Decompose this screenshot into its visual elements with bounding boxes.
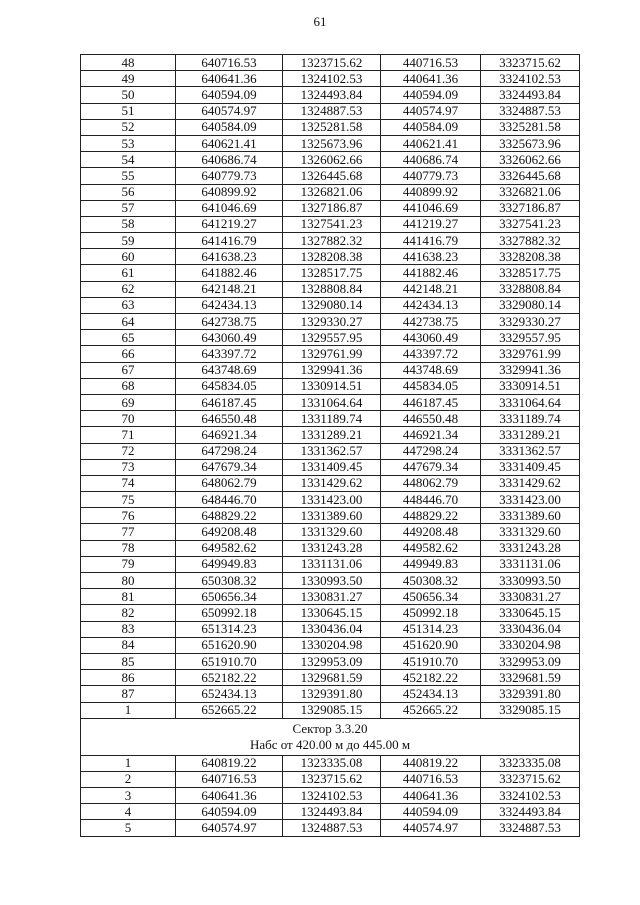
x-msk-coordinate-cell: 440584.09 [381, 119, 481, 135]
x-msk-coordinate-cell: 451620.90 [381, 637, 481, 653]
point-number-cell: 2 [81, 771, 176, 787]
point-number-cell: 77 [81, 524, 176, 540]
point-number-cell: 75 [81, 492, 176, 508]
table-row [81, 216, 580, 232]
x-msk-coordinate-cell: 440819.22 [381, 755, 481, 771]
y-coordinate-cell: 1330993.50 [283, 573, 381, 589]
x-msk-coordinate-cell: 440594.09 [381, 87, 481, 103]
point-number-cell: 79 [81, 556, 176, 572]
x-msk-coordinate-cell: 441219.27 [381, 216, 481, 232]
x-msk-coordinate-cell: 450992.18 [381, 605, 481, 621]
y-msk-coordinate-cell: 3329330.27 [481, 314, 580, 330]
y-msk-coordinate-cell: 3330436.04 [481, 621, 580, 637]
x-msk-coordinate-cell: 448446.70 [381, 492, 481, 508]
point-number-cell: 68 [81, 378, 176, 394]
table-row [81, 281, 580, 297]
x-msk-coordinate-cell: 443748.69 [381, 362, 481, 378]
x-coordinate-cell: 651620.90 [176, 637, 283, 653]
x-msk-coordinate-cell: 443060.49 [381, 330, 481, 346]
y-coordinate-cell: 1331289.21 [283, 427, 381, 443]
y-coordinate-cell: 1330914.51 [283, 378, 381, 394]
sector-header-body [81, 718, 580, 755]
table-row [81, 265, 580, 281]
x-msk-coordinate-cell: 443397.72 [381, 346, 481, 362]
x-coordinate-cell: 640574.97 [176, 103, 283, 119]
x-coordinate-cell: 649208.48 [176, 524, 283, 540]
y-msk-coordinate-cell: 3324887.53 [481, 820, 580, 836]
x-coordinate-cell: 648062.79 [176, 475, 283, 491]
y-coordinate-cell: 1329761.99 [283, 346, 381, 362]
x-coordinate-cell: 652182.22 [176, 670, 283, 686]
table-row [81, 411, 580, 427]
y-coordinate-cell: 1324493.84 [283, 87, 381, 103]
point-number-cell: 80 [81, 573, 176, 589]
table-row [81, 540, 580, 556]
table-row [81, 508, 580, 524]
x-coordinate-cell: 640594.09 [176, 804, 283, 820]
y-coordinate-cell: 1329557.95 [283, 330, 381, 346]
x-msk-coordinate-cell: 442738.75 [381, 314, 481, 330]
x-coordinate-cell: 641046.69 [176, 200, 283, 216]
x-coordinate-cell: 640584.09 [176, 119, 283, 135]
page-number: 61 [313, 14, 327, 29]
table-row [81, 119, 580, 135]
y-coordinate-cell: 1323715.62 [283, 771, 381, 787]
table-row [81, 524, 580, 540]
y-msk-coordinate-cell: 3325673.96 [481, 135, 580, 151]
table-row [81, 820, 580, 836]
y-msk-coordinate-cell: 3324493.84 [481, 87, 580, 103]
table-row [81, 637, 580, 653]
x-msk-coordinate-cell: 446921.34 [381, 427, 481, 443]
point-number-cell: 1 [81, 702, 176, 718]
point-number-cell: 65 [81, 330, 176, 346]
table-row [81, 168, 580, 184]
table-row [81, 443, 580, 459]
y-coordinate-cell: 1323335.08 [283, 755, 381, 771]
x-msk-coordinate-cell: 441416.79 [381, 233, 481, 249]
y-msk-coordinate-cell: 3327882.32 [481, 233, 580, 249]
y-coordinate-cell: 1323715.62 [283, 55, 381, 71]
x-msk-coordinate-cell: 448062.79 [381, 475, 481, 491]
x-coordinate-cell: 642148.21 [176, 281, 283, 297]
x-msk-coordinate-cell: 440621.41 [381, 135, 481, 151]
y-msk-coordinate-cell: 3330831.27 [481, 589, 580, 605]
x-msk-coordinate-cell: 449208.48 [381, 524, 481, 540]
point-number-cell: 49 [81, 71, 176, 87]
point-number-cell: 1 [81, 755, 176, 771]
y-coordinate-cell: 1328517.75 [283, 265, 381, 281]
point-number-cell: 87 [81, 686, 176, 702]
x-coordinate-cell: 651910.70 [176, 653, 283, 669]
point-number-cell: 82 [81, 605, 176, 621]
y-coordinate-cell: 1331329.60 [283, 524, 381, 540]
y-msk-coordinate-cell: 3329941.36 [481, 362, 580, 378]
x-coordinate-cell: 648446.70 [176, 492, 283, 508]
x-coordinate-cell: 650656.34 [176, 589, 283, 605]
point-number-cell: 76 [81, 508, 176, 524]
point-number-cell: 85 [81, 653, 176, 669]
table-row [81, 755, 580, 771]
x-coordinate-cell: 643060.49 [176, 330, 283, 346]
x-coordinate-cell: 649949.83 [176, 556, 283, 572]
table-row [81, 621, 580, 637]
x-msk-coordinate-cell: 447298.24 [381, 443, 481, 459]
x-msk-coordinate-cell: 445834.05 [381, 378, 481, 394]
table-row [81, 135, 580, 151]
x-coordinate-cell: 641219.27 [176, 216, 283, 232]
table-row [81, 788, 580, 804]
y-coordinate-cell: 1330831.27 [283, 589, 381, 605]
table-row [81, 87, 580, 103]
table-row [81, 573, 580, 589]
y-coordinate-cell: 1324102.53 [283, 71, 381, 87]
table-row [81, 152, 580, 168]
y-msk-coordinate-cell: 3326821.06 [481, 184, 580, 200]
point-number-cell: 52 [81, 119, 176, 135]
x-coordinate-cell: 640686.74 [176, 152, 283, 168]
y-msk-coordinate-cell: 3331329.60 [481, 524, 580, 540]
y-coordinate-cell: 1328208.38 [283, 249, 381, 265]
y-coordinate-cell: 1330645.15 [283, 605, 381, 621]
y-msk-coordinate-cell: 3330914.51 [481, 378, 580, 394]
y-msk-coordinate-cell: 3323715.62 [481, 771, 580, 787]
x-coordinate-cell: 642434.13 [176, 297, 283, 313]
table-row [81, 589, 580, 605]
y-msk-coordinate-cell: 3324493.84 [481, 804, 580, 820]
y-msk-coordinate-cell: 3327541.23 [481, 216, 580, 232]
point-number-cell: 53 [81, 135, 176, 151]
y-msk-coordinate-cell: 3326062.66 [481, 152, 580, 168]
table-row [81, 427, 580, 443]
table-row [81, 556, 580, 572]
x-msk-coordinate-cell: 440574.97 [381, 820, 481, 836]
point-number-cell: 81 [81, 589, 176, 605]
x-coordinate-cell: 643748.69 [176, 362, 283, 378]
y-coordinate-cell: 1331064.64 [283, 394, 381, 410]
x-msk-coordinate-cell: 441638.23 [381, 249, 481, 265]
y-coordinate-cell: 1331243.28 [283, 540, 381, 556]
point-number-cell: 83 [81, 621, 176, 637]
point-number-cell: 5 [81, 820, 176, 836]
x-coordinate-cell: 649582.62 [176, 540, 283, 556]
x-coordinate-cell: 640574.97 [176, 820, 283, 836]
table-row [81, 702, 580, 718]
point-number-cell: 63 [81, 297, 176, 313]
y-coordinate-cell: 1326445.68 [283, 168, 381, 184]
y-msk-coordinate-cell: 3329085.15 [481, 702, 580, 718]
x-coordinate-cell: 641416.79 [176, 233, 283, 249]
y-coordinate-cell: 1329391.80 [283, 686, 381, 702]
point-number-cell: 73 [81, 459, 176, 475]
y-msk-coordinate-cell: 3329080.14 [481, 297, 580, 313]
table-row [81, 314, 580, 330]
y-coordinate-cell: 1331389.60 [283, 508, 381, 524]
y-msk-coordinate-cell: 3323335.08 [481, 755, 580, 771]
table-row [81, 55, 580, 71]
table-row [81, 200, 580, 216]
sector-header-row [81, 718, 580, 755]
y-coordinate-cell: 1329941.36 [283, 362, 381, 378]
x-msk-coordinate-cell: 448829.22 [381, 508, 481, 524]
y-coordinate-cell: 1325281.58 [283, 119, 381, 135]
y-coordinate-cell: 1331423.00 [283, 492, 381, 508]
y-msk-coordinate-cell: 3331429.62 [481, 475, 580, 491]
y-coordinate-cell: 1326821.06 [283, 184, 381, 200]
y-coordinate-cell: 1331429.62 [283, 475, 381, 491]
x-msk-coordinate-cell: 442434.13 [381, 297, 481, 313]
y-msk-coordinate-cell: 3329557.95 [481, 330, 580, 346]
x-msk-coordinate-cell: 446187.45 [381, 394, 481, 410]
sector-header-cell [81, 718, 580, 755]
y-coordinate-cell: 1329080.14 [283, 297, 381, 313]
x-coordinate-cell: 646187.45 [176, 394, 283, 410]
y-coordinate-cell: 1324887.53 [283, 103, 381, 119]
point-number-cell: 70 [81, 411, 176, 427]
y-coordinate-cell: 1324493.84 [283, 804, 381, 820]
y-msk-coordinate-cell: 3331064.64 [481, 394, 580, 410]
table-row [81, 771, 580, 787]
x-coordinate-cell: 645834.05 [176, 378, 283, 394]
x-msk-coordinate-cell: 441882.46 [381, 265, 481, 281]
coordinates-table-body-part2 [81, 755, 580, 836]
x-coordinate-cell: 640779.73 [176, 168, 283, 184]
x-msk-coordinate-cell: 440641.36 [381, 71, 481, 87]
point-number-cell: 55 [81, 168, 176, 184]
y-msk-coordinate-cell: 3326445.68 [481, 168, 580, 184]
y-coordinate-cell: 1331409.45 [283, 459, 381, 475]
y-msk-coordinate-cell: 3328208.38 [481, 249, 580, 265]
coordinates-table [80, 54, 580, 837]
y-msk-coordinate-cell: 3327186.87 [481, 200, 580, 216]
x-coordinate-cell: 641882.46 [176, 265, 283, 281]
y-msk-coordinate-cell: 3331409.45 [481, 459, 580, 475]
point-number-cell: 84 [81, 637, 176, 653]
point-number-cell: 48 [81, 55, 176, 71]
x-msk-coordinate-cell: 440594.09 [381, 804, 481, 820]
x-coordinate-cell: 650992.18 [176, 605, 283, 621]
table-row [81, 184, 580, 200]
table-row [81, 492, 580, 508]
x-msk-coordinate-cell: 451910.70 [381, 653, 481, 669]
x-coordinate-cell: 652434.13 [176, 686, 283, 702]
y-coordinate-cell: 1329085.15 [283, 702, 381, 718]
x-coordinate-cell: 640716.53 [176, 771, 283, 787]
y-msk-coordinate-cell: 3329953.09 [481, 653, 580, 669]
y-msk-coordinate-cell: 3328517.75 [481, 265, 580, 281]
y-coordinate-cell: 1330204.98 [283, 637, 381, 653]
point-number-cell: 69 [81, 394, 176, 410]
point-number-cell: 71 [81, 427, 176, 443]
point-number-cell: 61 [81, 265, 176, 281]
point-number-cell: 50 [81, 87, 176, 103]
x-coordinate-cell: 640594.09 [176, 87, 283, 103]
y-msk-coordinate-cell: 3330645.15 [481, 605, 580, 621]
x-coordinate-cell: 646550.48 [176, 411, 283, 427]
point-number-cell: 57 [81, 200, 176, 216]
x-coordinate-cell: 641638.23 [176, 249, 283, 265]
table-row [81, 297, 580, 313]
y-msk-coordinate-cell: 3331389.60 [481, 508, 580, 524]
table-row [81, 346, 580, 362]
x-msk-coordinate-cell: 449949.83 [381, 556, 481, 572]
point-number-cell: 74 [81, 475, 176, 491]
point-number-cell: 51 [81, 103, 176, 119]
y-msk-coordinate-cell: 3331243.28 [481, 540, 580, 556]
x-coordinate-cell: 640641.36 [176, 788, 283, 804]
y-coordinate-cell: 1330436.04 [283, 621, 381, 637]
y-msk-coordinate-cell: 3331189.74 [481, 411, 580, 427]
table-row [81, 670, 580, 686]
y-msk-coordinate-cell: 3324102.53 [481, 71, 580, 87]
x-msk-coordinate-cell: 440574.97 [381, 103, 481, 119]
x-msk-coordinate-cell: 452434.13 [381, 686, 481, 702]
point-number-cell: 64 [81, 314, 176, 330]
y-coordinate-cell: 1328808.84 [283, 281, 381, 297]
y-coordinate-cell: 1324887.53 [283, 820, 381, 836]
table-row [81, 378, 580, 394]
y-msk-coordinate-cell: 3325281.58 [481, 119, 580, 135]
x-coordinate-cell: 642738.75 [176, 314, 283, 330]
point-number-cell: 78 [81, 540, 176, 556]
x-msk-coordinate-cell: 447679.34 [381, 459, 481, 475]
x-coordinate-cell: 640621.41 [176, 135, 283, 151]
point-number-cell: 59 [81, 233, 176, 249]
x-msk-coordinate-cell: 449582.62 [381, 540, 481, 556]
table-row [81, 605, 580, 621]
table-row [81, 71, 580, 87]
point-number-cell: 67 [81, 362, 176, 378]
y-msk-coordinate-cell: 3330993.50 [481, 573, 580, 589]
y-msk-coordinate-cell: 3329681.59 [481, 670, 580, 686]
table-row [81, 103, 580, 119]
sector-title: Сектор 3.3.20 [292, 720, 368, 736]
y-coordinate-cell: 1329330.27 [283, 314, 381, 330]
coordinates-table-body-part1 [81, 55, 580, 719]
table-row [81, 249, 580, 265]
x-coordinate-cell: 650308.32 [176, 573, 283, 589]
table-row [81, 233, 580, 249]
table-row [81, 362, 580, 378]
y-msk-coordinate-cell: 3324887.53 [481, 103, 580, 119]
y-msk-coordinate-cell: 3324102.53 [481, 788, 580, 804]
x-coordinate-cell: 646921.34 [176, 427, 283, 443]
y-msk-coordinate-cell: 3330204.98 [481, 637, 580, 653]
y-msk-coordinate-cell: 3329761.99 [481, 346, 580, 362]
x-msk-coordinate-cell: 451314.23 [381, 621, 481, 637]
x-msk-coordinate-cell: 452182.22 [381, 670, 481, 686]
x-msk-coordinate-cell: 450656.34 [381, 589, 481, 605]
x-msk-coordinate-cell: 440779.73 [381, 168, 481, 184]
point-number-cell: 56 [81, 184, 176, 200]
y-coordinate-cell: 1329953.09 [283, 653, 381, 669]
table-row [81, 459, 580, 475]
y-coordinate-cell: 1324102.53 [283, 788, 381, 804]
x-coordinate-cell: 640819.22 [176, 755, 283, 771]
y-coordinate-cell: 1327882.32 [283, 233, 381, 249]
point-number-cell: 4 [81, 804, 176, 820]
point-number-cell: 54 [81, 152, 176, 168]
x-coordinate-cell: 648829.22 [176, 508, 283, 524]
x-coordinate-cell: 640641.36 [176, 71, 283, 87]
x-coordinate-cell: 640899.92 [176, 184, 283, 200]
x-msk-coordinate-cell: 452665.22 [381, 702, 481, 718]
sector-subtitle: Набс от 420.00 м до 445.00 м [249, 736, 411, 752]
x-coordinate-cell: 652665.22 [176, 702, 283, 718]
x-coordinate-cell: 643397.72 [176, 346, 283, 362]
table-row [81, 330, 580, 346]
y-coordinate-cell: 1331189.74 [283, 411, 381, 427]
point-number-cell: 60 [81, 249, 176, 265]
point-number-cell: 86 [81, 670, 176, 686]
table-row [81, 653, 580, 669]
x-msk-coordinate-cell: 450308.32 [381, 573, 481, 589]
y-msk-coordinate-cell: 3328808.84 [481, 281, 580, 297]
point-number-cell: 3 [81, 788, 176, 804]
y-msk-coordinate-cell: 3331289.21 [481, 427, 580, 443]
x-msk-coordinate-cell: 440686.74 [381, 152, 481, 168]
point-number-cell: 62 [81, 281, 176, 297]
y-msk-coordinate-cell: 3331423.00 [481, 492, 580, 508]
x-coordinate-cell: 647298.24 [176, 443, 283, 459]
point-number-cell: 58 [81, 216, 176, 232]
x-msk-coordinate-cell: 440716.53 [381, 55, 481, 71]
point-number-cell: 72 [81, 443, 176, 459]
y-msk-coordinate-cell: 3323715.62 [481, 55, 580, 71]
y-coordinate-cell: 1331362.57 [283, 443, 381, 459]
table-row [81, 804, 580, 820]
y-msk-coordinate-cell: 3331131.06 [481, 556, 580, 572]
x-msk-coordinate-cell: 440641.36 [381, 788, 481, 804]
x-coordinate-cell: 647679.34 [176, 459, 283, 475]
y-coordinate-cell: 1329681.59 [283, 670, 381, 686]
y-coordinate-cell: 1327186.87 [283, 200, 381, 216]
table-row [81, 686, 580, 702]
y-coordinate-cell: 1325673.96 [283, 135, 381, 151]
table-row [81, 475, 580, 491]
x-msk-coordinate-cell: 441046.69 [381, 200, 481, 216]
x-coordinate-cell: 651314.23 [176, 621, 283, 637]
x-msk-coordinate-cell: 442148.21 [381, 281, 481, 297]
table-row [81, 394, 580, 410]
x-msk-coordinate-cell: 440899.92 [381, 184, 481, 200]
y-coordinate-cell: 1327541.23 [283, 216, 381, 232]
y-msk-coordinate-cell: 3331362.57 [481, 443, 580, 459]
x-msk-coordinate-cell: 440716.53 [381, 771, 481, 787]
y-coordinate-cell: 1331131.06 [283, 556, 381, 572]
x-coordinate-cell: 640716.53 [176, 55, 283, 71]
y-coordinate-cell: 1326062.66 [283, 152, 381, 168]
x-msk-coordinate-cell: 446550.48 [381, 411, 481, 427]
point-number-cell: 66 [81, 346, 176, 362]
y-msk-coordinate-cell: 3329391.80 [481, 686, 580, 702]
